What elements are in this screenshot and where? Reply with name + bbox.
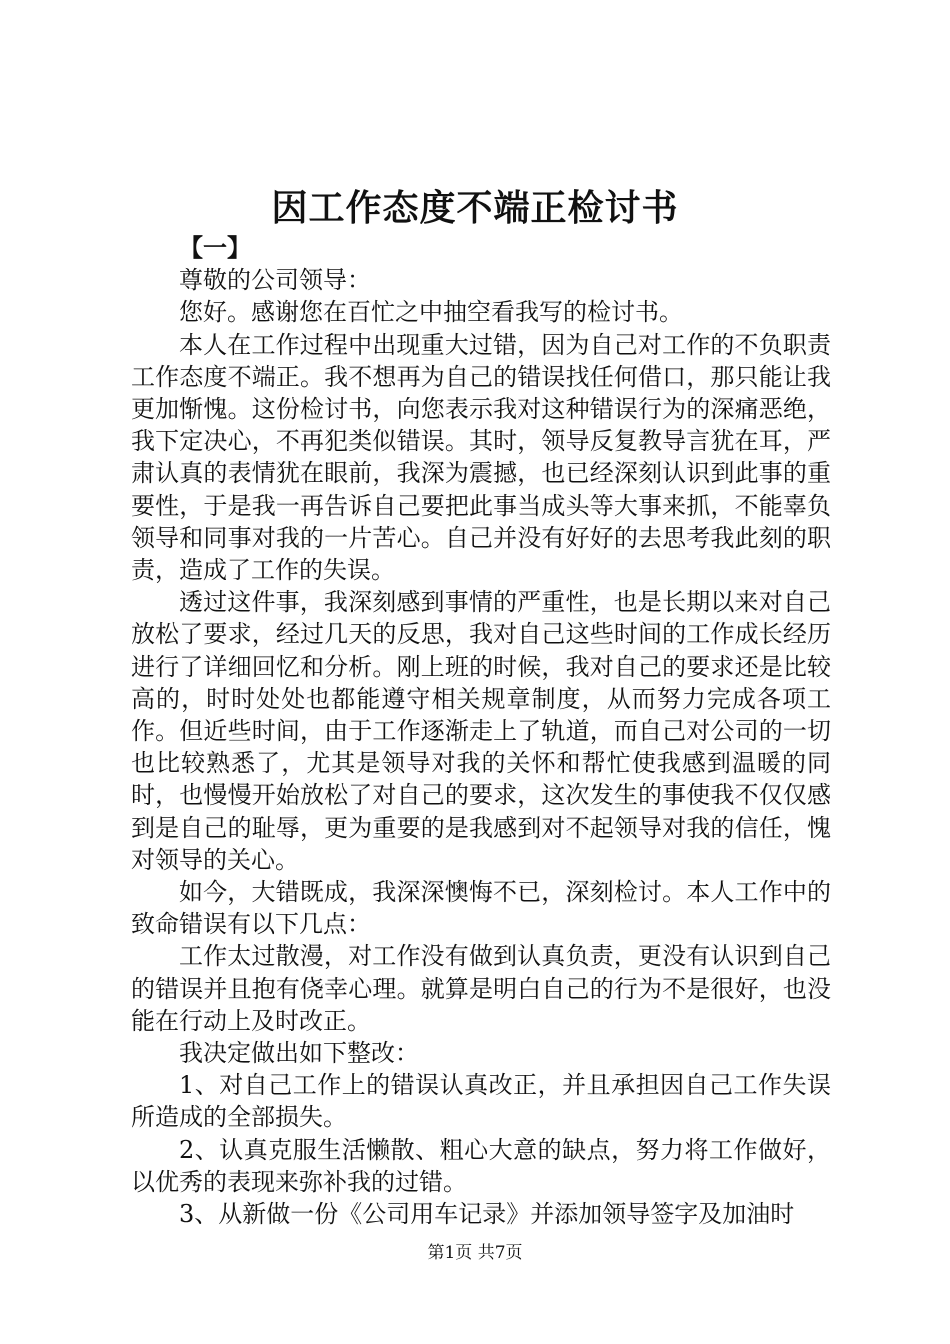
document-title: 因工作态度不端正检讨书 — [271, 187, 679, 229]
greeting-paragraph: 您好。感谢您在百忙之中抽空看我写的检讨书。 — [179, 298, 683, 327]
page-number-footer: 第1页 共7页 — [427, 1243, 523, 1263]
list-item: 2、认真克服生活懒散、粗心大意的缺点，努力将工作做好，以优秀的表现来弥补我的过错。 — [131, 1135, 831, 1196]
list-item: 3、从新做一份《公司用车记录》并添加领导签字及加油时 — [179, 1200, 795, 1229]
salutation: 尊敬的公司领导： — [179, 266, 371, 295]
body-paragraph: 如今，大错既成，我深深懊悔不已，深刻检讨。本人工作中的致命错误有以下几点： — [131, 878, 831, 939]
body-paragraph: 本人在工作过程中出现重大过错，因为自己对工作的不负职责工作态度不端正。我不想再为自己的错误找任何借口，那只能让我更加惭愧。这份检讨书，向您表示我对这种错误行为的深痛恶绝，我下定决心，不再犯类似错误。其时，领导反复教导言犹在耳，严肃认真的表情犹在眼前，我深为震撼，也已经深刻认识到此事的重要性，于是我一再告诉自己要把此事当成头等大事来抓，不能辜负领导和同事对我的一片苦心。自己并没有好好的去思考我此刻的职责，造成了工作的失误。 — [131, 330, 831, 585]
section-heading: 【一】 — [179, 233, 251, 262]
body-paragraph: 我决定做出如下整改： — [179, 1039, 419, 1068]
document-body — [131, 232, 831, 1230]
body-paragraph: 透过这件事，我深刻感到事情的严重性，也是长期以来对自己放松了要求，经过几天的反思，我对自己这些时间的工作成长经历进行了详细回忆和分析。刚上班的时候，我对自己的要求还是比较高的，时时处处也都能遵守相关规章制度，从而努力完成各项工作。但近些时间，由于工作逐渐走上了轨道，而自己对公司的一切也比较熟悉了，尤其是领导对我的关怀和帮忙使我感到温暖的同时，也慢慢开始放松了对自己的要求，这次发生的事使我不仅仅感到是自己的耻辱，更为重要的是我感到对不起领导对我的信任，愧对领导的关心。 — [131, 588, 831, 874]
list-item: 1、对自己工作上的错误认真改正，并且承担因自己工作失误所造成的全部损失。 — [131, 1071, 831, 1132]
body-paragraph: 工作太过散漫，对工作没有做到认真负责，更没有认识到自己的错误并且抱有侥幸心理。就算是明白自己的行为不是很好，也没能在行动上及时改正。 — [131, 942, 831, 1035]
